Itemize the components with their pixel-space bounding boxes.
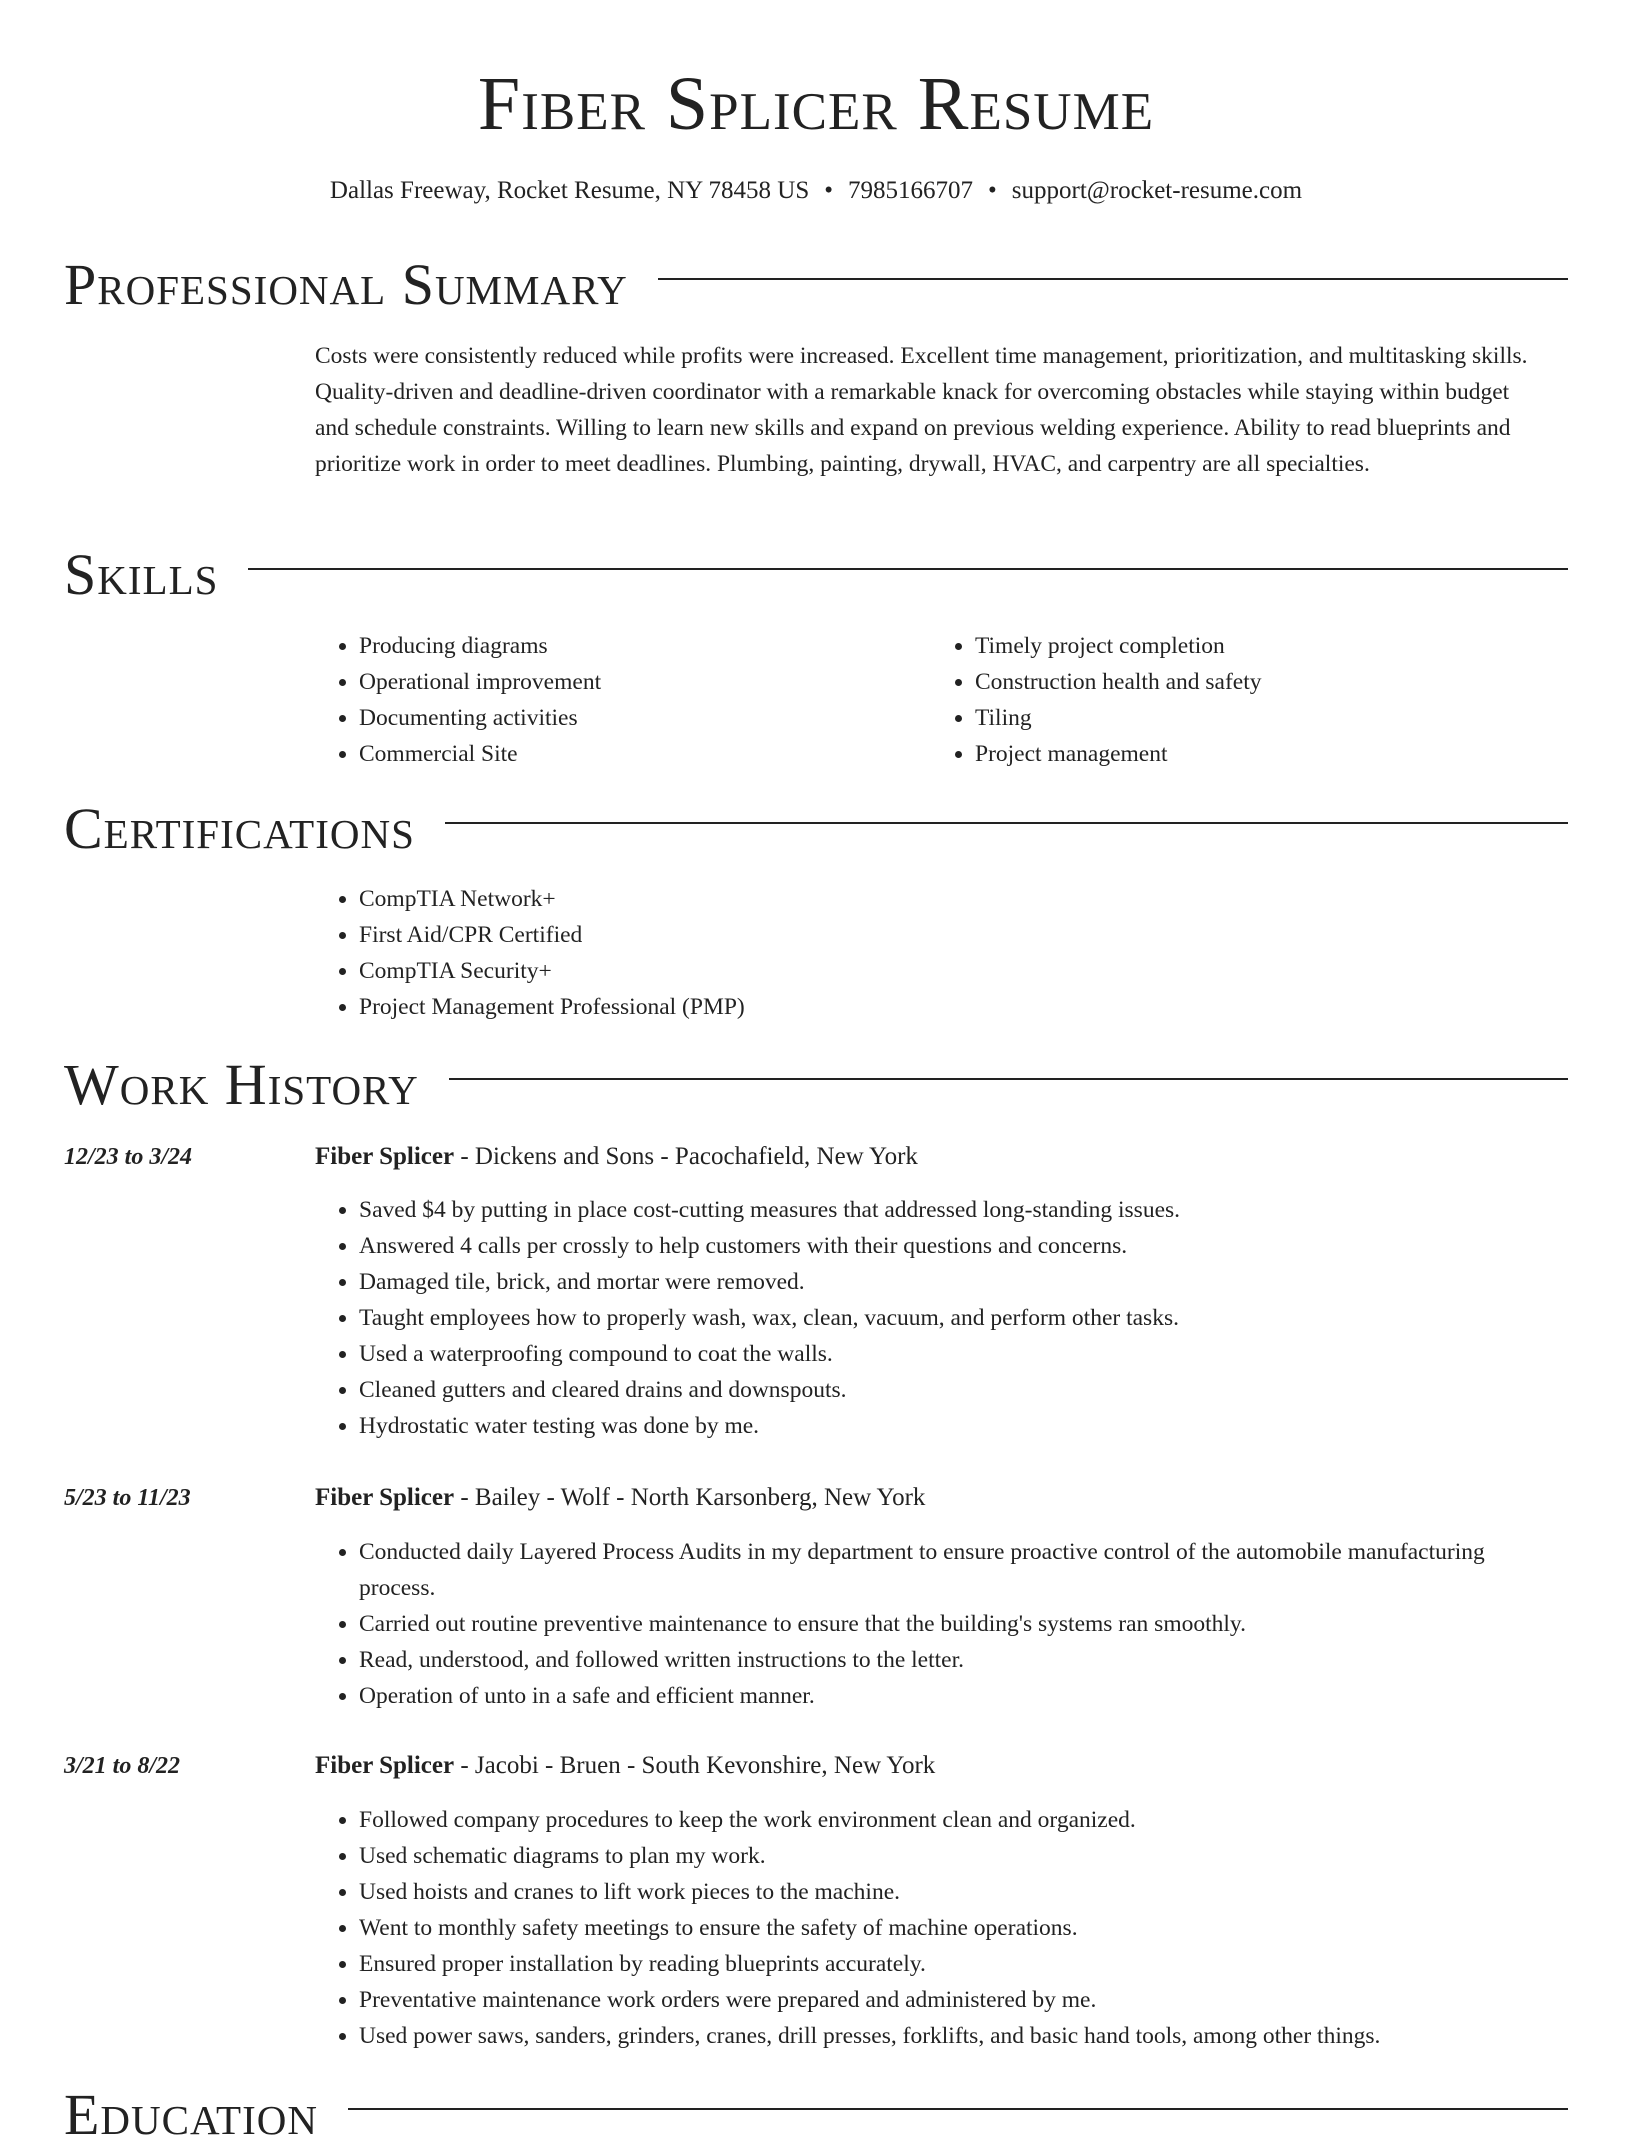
certification-item: • CompTIA Security+ [359, 953, 745, 989]
job-dates: 12/23 to 3/24 [64, 1144, 193, 1170]
certification-item: • Project Management Professional (PMP) [359, 989, 745, 1025]
contact-phone: 7985166707 [848, 177, 973, 204]
summary-text: Costs were consistently reduced while profits were increased. Excellent time management, prioritization, and multitasking skills. Quality-driven and deadline-driven coordinator with a remarkable knack for overcoming obstacles while staying within budget and schedule constraints. Willing to learn new skills and expand on previous welding experience. Ability to read blueprints and prioritize work in order to meet deadlines. Plumbing, painting, drywall, HVAC, and carpentry are all specialties. [315, 343, 1528, 477]
duty-item: • Answered 4 calls per crossly to help customers with their questions and concerns. [359, 1228, 1565, 1264]
duty-item: • Cleaned gutters and cleared drains and downspouts. [359, 1372, 1565, 1408]
job-title: Fiber Splicer [315, 1752, 455, 1779]
section-title-education: Education [64, 2080, 348, 2150]
skills-column-right [931, 628, 1262, 772]
duty-item: • Hydrostatic water testing was done by me. [359, 1408, 1565, 1444]
duty-item: • Conducted daily Layered Process Audits in my department to ensure proactive control of the automobile manufacturing process. [359, 1534, 1565, 1606]
skill-item: • Timely project completion [975, 628, 1262, 664]
section-header-certifications [64, 794, 1568, 864]
skill-item: • Project management [975, 736, 1262, 772]
duty-item: • Used schematic diagrams to plan my work. [359, 1838, 1565, 1874]
duty-item: • Taught employees how to properly wash, wax, clean, vacuum, and perform other tasks. [359, 1300, 1565, 1336]
job-duties-list [315, 1802, 1565, 2054]
job-heading [315, 1748, 935, 1784]
contact-separator: • [988, 177, 997, 204]
section-header-summary [64, 250, 1568, 320]
section-title-certifications: Certifications [64, 794, 445, 864]
job-duties [315, 1192, 1565, 1444]
duty-item: • Used power saws, sanders, grinders, cranes, drill presses, forklifts, and basic hand tools, among other things. [359, 2018, 1565, 2054]
skill-item: • Documenting activities [359, 700, 601, 736]
job-duties-list [315, 1534, 1565, 1714]
section-header-education [64, 2080, 1568, 2150]
skill-item: • Operational improvement [359, 664, 601, 700]
duty-item: • Operation of unto in a safe and efficient manner. [359, 1678, 1565, 1714]
section-divider [64, 568, 1568, 570]
duty-item: • Preventative maintenance work orders were prepared and administered by me. [359, 1982, 1565, 2018]
job-duties-list [315, 1192, 1565, 1444]
resume-title: Fiber Splicer Resume [477, 62, 1155, 146]
duty-item: • Damaged tile, brick, and mortar were removed. [359, 1264, 1565, 1300]
section-header-work-history [64, 1050, 1568, 1120]
job-dates: 3/21 to 8/22 [64, 1753, 181, 1779]
duty-item: • Read, understood, and followed written instructions to the letter. [359, 1642, 1565, 1678]
section-title-skills: Skills [64, 540, 248, 610]
section-title-work-history: Work History [64, 1050, 449, 1120]
duty-item: • Used a waterproofing compound to coat the walls. [359, 1336, 1565, 1372]
certifications-block [315, 881, 745, 1025]
skills-list-left [315, 628, 601, 772]
duty-item: • Carried out routine preventive maintenance to ensure that the building's systems ran smoothly. [359, 1606, 1565, 1642]
job-title: Fiber Splicer [315, 1484, 455, 1511]
skill-item: • Construction health and safety [975, 664, 1262, 700]
skill-item: • Tiling [975, 700, 1262, 736]
section-title-summary: Professional Summary [64, 250, 658, 320]
duty-item: • Followed company procedures to keep the work environment clean and organized. [359, 1802, 1565, 1838]
duty-item: • Saved $4 by putting in place cost-cutting measures that addressed long-standing issues. [359, 1192, 1565, 1228]
job-employer: - Jacobi - Bruen - South Kevonshire, New York [454, 1752, 936, 1779]
section-header-skills [64, 540, 1568, 610]
contact-separator: • [824, 177, 833, 204]
job-title: Fiber Splicer [315, 1143, 455, 1170]
contact-line [0, 174, 1632, 208]
duty-item: • Went to monthly safety meetings to ensure the safety of machine operations. [359, 1910, 1565, 1946]
duty-item: • Ensured proper installation by reading blueprints accurately. [359, 1946, 1565, 1982]
skill-item: • Producing diagrams [359, 628, 601, 664]
contact-email: support@rocket-resume.com [1011, 177, 1303, 204]
skills-list-right [931, 628, 1262, 772]
certifications-list [315, 881, 745, 1025]
certification-item: • CompTIA Network+ [359, 881, 745, 917]
skill-item: • Commercial Site [359, 736, 601, 772]
job-employer: - Dickens and Sons - Pacochafield, New York [454, 1143, 918, 1170]
job-duties [315, 1534, 1565, 1714]
job-heading [315, 1480, 925, 1516]
job-dates: 5/23 to 11/23 [64, 1485, 191, 1511]
certification-item: • First Aid/CPR Certified [359, 917, 745, 953]
job-duties [315, 1802, 1565, 2054]
contact-address: Dallas Freeway, Rocket Resume, NY 78458 US [329, 177, 810, 204]
job-heading [315, 1139, 918, 1175]
duty-item: • Used hoists and cranes to lift work pieces to the machine. [359, 1874, 1565, 1910]
job-employer: - Bailey - Wolf - North Karsonberg, New York [454, 1484, 926, 1511]
skills-column-left [315, 628, 601, 772]
